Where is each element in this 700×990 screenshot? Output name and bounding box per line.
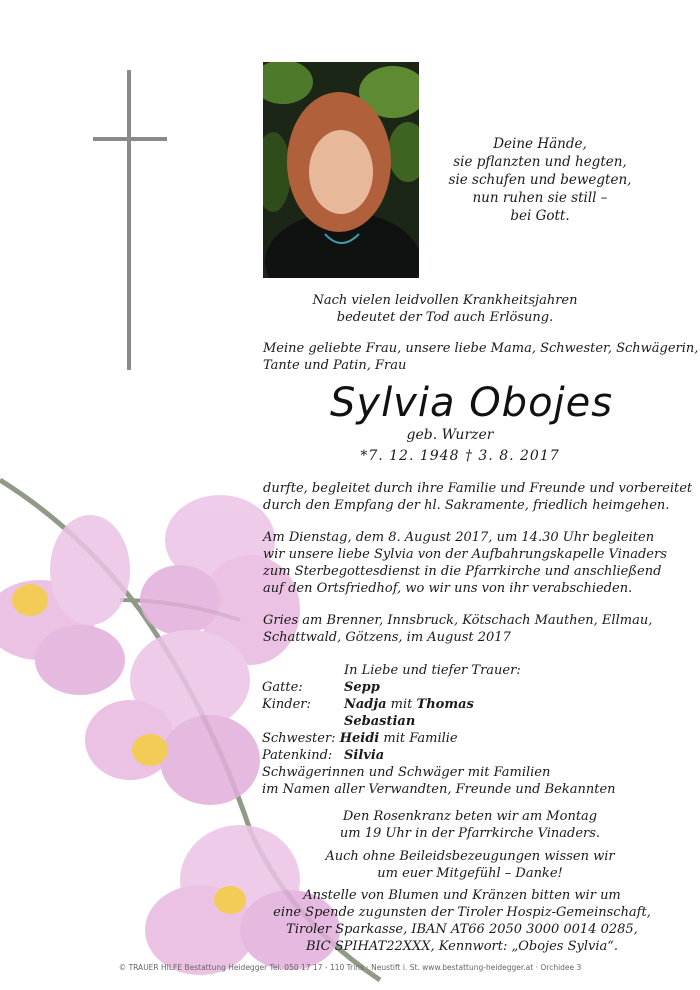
funeral-text (263, 529, 667, 597)
rosary-line: um 19 Uhr in der Pfarrkirche Vinaders. (339, 826, 601, 841)
poem-line: bei Gott. (510, 208, 570, 224)
poem-line: sie pflanzten und hegten, (453, 154, 627, 170)
poem-line: sie schufen und bewegten, (448, 172, 632, 188)
family-row-kinder (262, 696, 616, 713)
cross-vertical-bar (127, 70, 131, 370)
family-label: Patenkind: (262, 748, 333, 763)
donation-text (262, 887, 662, 955)
places-line: Schattwald, Götzens, im August 2017 (263, 630, 511, 645)
relations-line: Meine geliebte Frau, unsere liebe Mama, Schwester, Schwägerin, (263, 341, 699, 356)
family-member: Thomas (416, 697, 474, 712)
family-row-others: Schwägerinnen und Schwäger mit Familien (262, 765, 551, 780)
relations-line: Tante und Patin, Frau (263, 358, 407, 373)
rosary-line: Den Rosenkranz beten wir am Montag (342, 809, 598, 824)
rosary-text (300, 808, 640, 842)
sacraments-line: durfte, begleitet durch ihre Familie und Freunde und vorbereitet (263, 481, 693, 496)
family-row-others: im Namen aller Verwandten, Freunde und Bekannten (262, 782, 616, 797)
intro-line: Nach vielen leidvollen Krankheitsjahren (312, 293, 578, 308)
donation-line: Tiroler Sparkasse, IBAN AT66 2050 3000 0014 0285, (286, 922, 638, 937)
places-line: Gries am Brenner, Innsbruck, Kötschach Mauthen, Ellmau, (263, 613, 653, 628)
family-row-gatte (262, 679, 616, 696)
intro-line: bedeutet der Tod auch Erlösung. (336, 310, 554, 325)
family-member: Sebastian (344, 714, 416, 729)
sacraments-line: durch den Empfang der hl. Sakramente, friedlich heimgehen. (263, 498, 670, 513)
donation-line: Anstelle von Blumen und Kränzen bitten wir um (303, 888, 621, 903)
poem-line: nun ruhen sie still – (472, 190, 608, 206)
family-label: Schwester: (262, 731, 336, 746)
birth-name: geb. Wurzer (406, 427, 494, 443)
sacraments-text (263, 480, 692, 514)
family-member: Sepp (344, 680, 380, 695)
family-label: Kinder: (262, 697, 311, 712)
intro-text (300, 292, 590, 326)
family-row-kinder-2 (262, 713, 616, 730)
funeral-line: Am Dienstag, dem 8. August 2017, um 14.30 Uhr begleiten (263, 530, 655, 545)
footer-credits: © TRAUER HILFE Bestattung Heidegger Tel. 050 17 17 - 110 Trins · Neustift i. St. www.bestattung-heidegger.at · Orchidee 3 (118, 963, 582, 972)
family-member-rest: mit Familie (383, 731, 458, 746)
donation-line: eine Spende zugunsten der Tiroler Hospiz-Gemeinschaft, (273, 905, 651, 920)
mourning-heading: In Liebe und tiefer Trauer: (344, 663, 521, 678)
condolence-text (300, 848, 640, 882)
family-row-schwester (262, 730, 616, 747)
relations-text (263, 340, 698, 374)
donation-line: BIC SPIHAT22XXX, Kennwort: „Obojes Sylvia“. (305, 939, 619, 954)
condolence-line: Auch ohne Beileidsbezeugungen wissen wir (325, 849, 615, 864)
funeral-line: auf den Ortsfriedhof, wo wir uns von ihr verabschieden. (263, 581, 633, 596)
life-dates: *7. 12. 1948 † 3. 8. 2017 (360, 448, 560, 464)
condolence-line: um euer Mitgefühl – Danke! (377, 866, 563, 881)
places-text (263, 612, 652, 646)
poem (430, 135, 650, 225)
poem-line: Deine Hände, (493, 136, 587, 152)
cross-horizontal-bar (93, 137, 167, 141)
family-row-patenkind (262, 747, 616, 764)
family-member: Heidi (339, 731, 380, 746)
family-member: Silvia (344, 748, 385, 763)
deceased-name: Sylvia Obojes (330, 380, 614, 426)
portrait-photo (263, 62, 419, 278)
family-member: Nadja (344, 697, 387, 712)
family-label: Gatte: (262, 680, 303, 695)
funeral-line: zum Sterbegottesdienst in die Pfarrkirche und anschließend (263, 564, 662, 579)
family-connector: mit (390, 697, 413, 712)
family-list (262, 679, 616, 798)
funeral-line: wir unsere liebe Sylvia von der Aufbahrungskapelle Vinaders (263, 547, 667, 562)
